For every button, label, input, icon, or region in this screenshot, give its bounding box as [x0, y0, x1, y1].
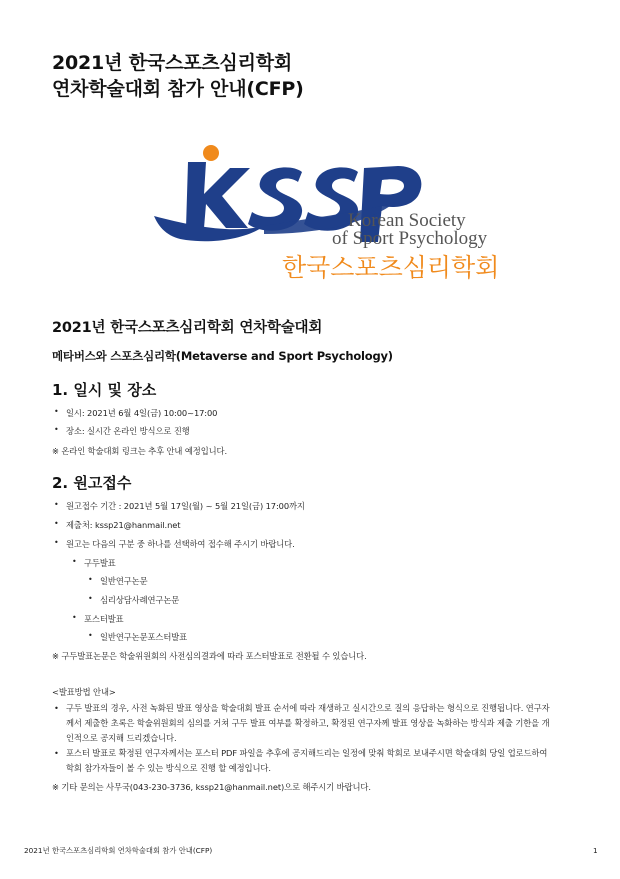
logo-k-shape: [186, 162, 250, 228]
sub-sub-list-item: [88, 631, 188, 643]
title-line-1: 2021년 한국스포츠심리학회: [52, 52, 293, 74]
bullet-icon: •: [88, 575, 93, 584]
sub-sub-list-item: [88, 594, 180, 606]
bullet-icon: •: [72, 557, 77, 566]
bullet-icon: •: [54, 519, 59, 528]
contact-note: ※ 기타 문의는 사무국(043-230-3736, kssp21@hanmail.net)으로 해주시기 바랍니다.: [52, 782, 371, 792]
bullet-icon: •: [72, 613, 77, 622]
bullet-icon: •: [54, 538, 59, 547]
list-item: [54, 425, 190, 437]
method-paragraph-1: [54, 701, 576, 746]
sub-sub-list-item-text: 일반연구논문: [100, 576, 148, 586]
bullet-icon: •: [54, 500, 59, 509]
paragraph-line: 인적으로 공지해 드리겠습니다.: [66, 733, 177, 743]
sub-sub-list-item: [88, 575, 148, 587]
sub-list-item: [72, 613, 124, 625]
section1-heading: 1. 일시 및 장소: [52, 381, 157, 399]
logo-swoosh: [154, 216, 264, 241]
page-number: 1: [593, 846, 598, 855]
logo-english-line-2: of Sport Psychology: [332, 228, 488, 249]
logo-korean-name: 한국스포츠심리학회: [282, 253, 500, 282]
list-item: [54, 500, 305, 512]
kssp-logo: [152, 138, 502, 288]
bullet-icon: •: [88, 631, 93, 640]
bullet-icon: •: [54, 748, 59, 758]
method-heading: <발표방법 안내>: [52, 687, 116, 697]
section2-heading: 2. 원고접수: [52, 474, 132, 492]
bullet-icon: •: [54, 407, 59, 416]
sub-sub-list-item-text: 일반연구논문포스터발표: [100, 632, 188, 642]
paragraph-line: 께서 제출한 초록은 학술위원회의 심의를 거쳐 구두 발표 여부를 확정하고, 확정된 연구자께 발표 영상을 녹화하는 방식과 제출 기한을 개: [66, 718, 550, 728]
list-item: [54, 407, 218, 419]
bullet-icon: •: [54, 703, 59, 713]
logo-english-line-1: Korean Society: [348, 210, 466, 231]
footer-title: 2021년 한국스포츠심리학회 연차학술대회 참가 안내(CFP): [24, 846, 213, 855]
method-paragraph-2: [54, 746, 576, 776]
logo-orange-dot: [203, 145, 219, 161]
event-theme: 메타버스와 스포츠심리학(Metaverse and Sport Psychology): [52, 349, 393, 363]
list-item: [54, 538, 295, 550]
sub-list-item-text: 구두발표: [84, 558, 116, 568]
paragraph-line: 포스터 발표로 확정된 연구자께서는 포스터 PDF 파일을 추후에 공지해드리는 일정에 맞춰 학회로 보내주시면 학술대회 당일 업로드하여: [66, 748, 548, 758]
list-item-text: 일시: 2021년 6월 4일(금) 10:00~17:00: [66, 408, 218, 418]
paragraph-line: 구두 발표의 경우, 사전 녹화된 발표 영상을 학술대회 발표 순서에 따라 재생하고 실시간으로 질의 응답하는 형식으로 진행됩니다. 연구자: [66, 703, 550, 713]
sub-sub-list-item-text: 심리상담사례연구논문: [100, 595, 180, 605]
kssp-logo-graphic: [152, 138, 502, 288]
list-item: [54, 519, 181, 531]
list-item-text: 원고접수 기간 : 2021년 5월 17일(월) ~ 5월 21일(금) 17:00까지: [66, 501, 305, 511]
bullet-icon: •: [88, 594, 93, 603]
bullet-icon: •: [54, 425, 59, 434]
list-item-text: 장소: 실시간 온라인 방식으로 진행: [66, 426, 190, 436]
event-heading: 2021년 한국스포츠심리학회 연차학술대회: [52, 320, 323, 336]
sub-list-item-text: 포스터발표: [84, 614, 124, 624]
list-item-text: 제출처: kssp21@hanmail.net: [66, 520, 181, 530]
paragraph-line: 학회 참가자들이 볼 수 있는 방식으로 진행 할 예정입니다.: [66, 763, 271, 773]
section2-note: ※ 구두발표논문은 학술위원회의 사전심의결과에 따라 포스터발표로 전환될 수 있습니다.: [52, 651, 367, 661]
title-line-2: 연차학술대회 참가 안내(CFP): [52, 78, 304, 100]
list-item-text: 원고는 다음의 구분 중 하나를 선택하여 접수해 주시기 바랍니다.: [66, 539, 295, 549]
document-title: [52, 50, 304, 102]
sub-list-item: [72, 557, 116, 569]
section1-note: ※ 온라인 학술대회 링크는 추후 안내 예정입니다.: [52, 446, 227, 456]
